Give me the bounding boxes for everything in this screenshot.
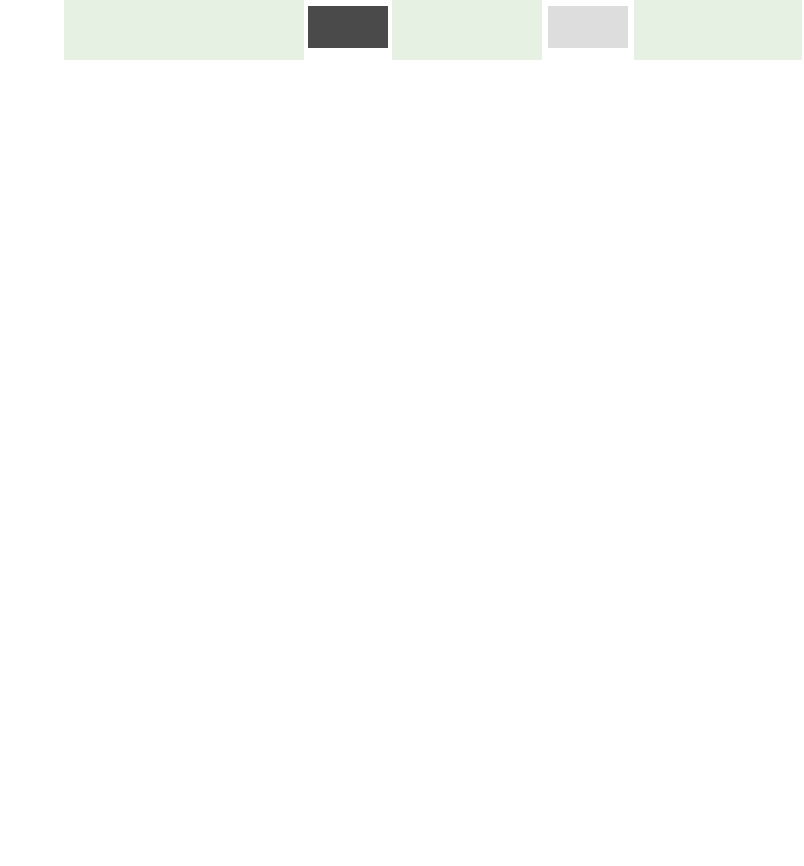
- schedule-header: [0, 0, 804, 62]
- pediatric-header-bg: [392, 0, 542, 60]
- pediatric-title: [308, 6, 388, 48]
- surgery-title: [548, 6, 628, 48]
- surgery-header-bg: [634, 0, 802, 60]
- internal-title: [70, 6, 150, 48]
